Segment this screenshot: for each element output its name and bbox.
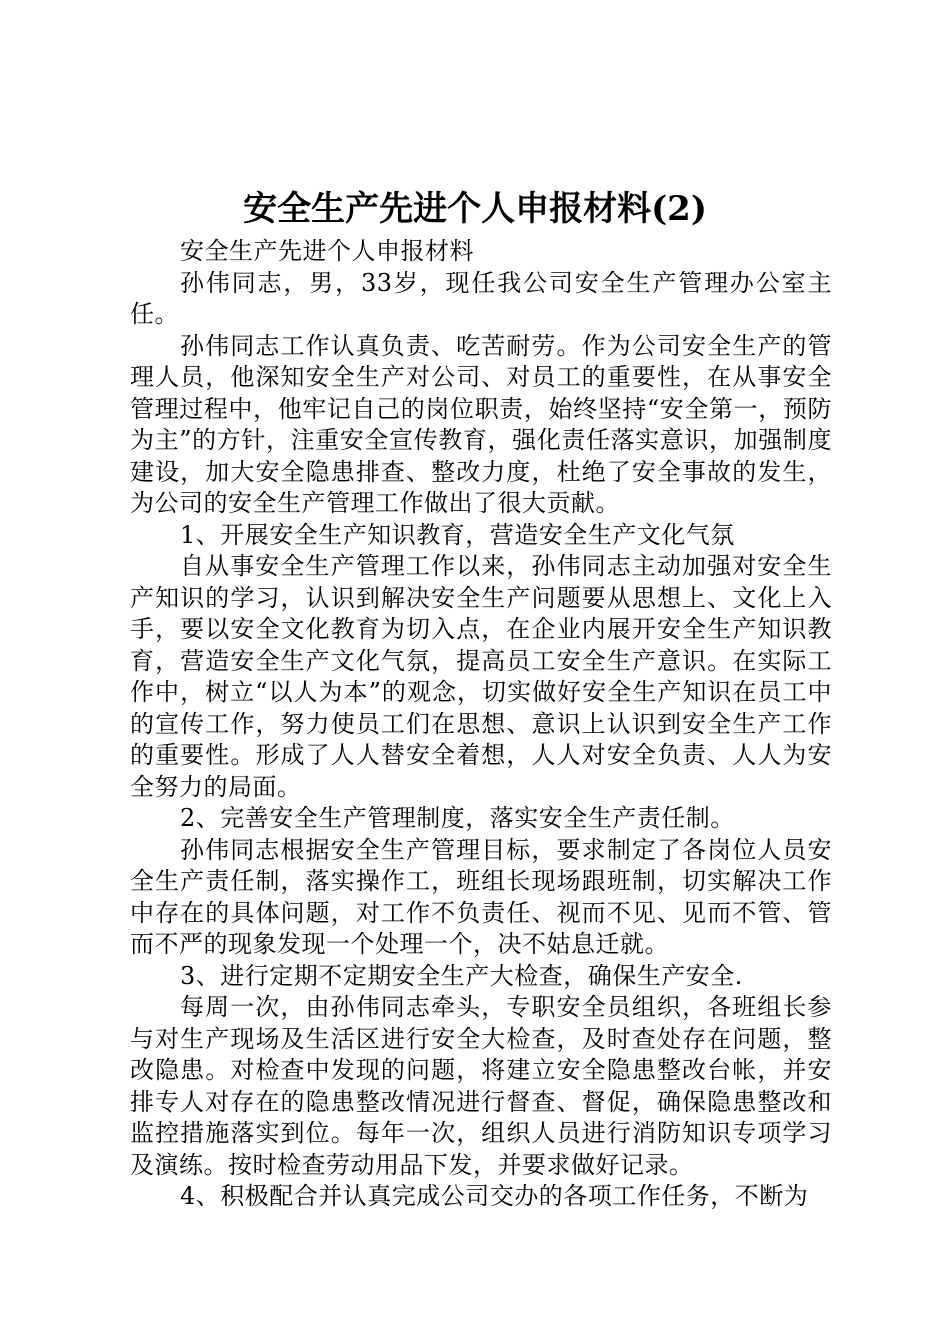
section-body-1: 自从事安全生产管理工作以来，孙伟同志主动加强对安全生产知识的学习，认识到解决安全生产问题要从思想上、文化上入手，要以安全文化教育为切入点，在企业内展开安全生产知识教育，营造安全生产文化气氛，提高员工安全生产意识。在实际工作中，树立“以人为本”的观念，切实做好安全生产知识在员工中的宣传工作，努力使员工们在思想、意识上认识到安全生产工作的重要性。形成了人人替安全着想，人人对安全负责、人人为安全努力的局面。: [130, 552, 832, 801]
section-heading-1: 1、开展安全生产知识教育，营造安全生产文化气氛: [180, 520, 735, 549]
paragraph-subtitle: 安全生产先进个人申报材料: [180, 237, 474, 265]
section-body-2: 孙伟同志根据安全生产管理目标，要求制定了各岗位人员安全生产责任制，落实操作工，班组长现场跟班制，切实解决工作中存在的具体问题，对工作不负责任、视而不见、见而不管、管而不严的现象发现一个处理一个，决不姑息迁就。: [130, 835, 832, 958]
document-title: 安全生产先进个人申报材料(2): [243, 189, 707, 229]
paragraph-summary: 孙伟同志工作认真负责、吃苦耐劳。作为公司安全生产的管理人员，他深知安全生产对公司、对员工的重要性，在从事安全管理过程中，他牢记自己的岗位职责，始终坚持“安全第一，预防为主”的方针，注重安全宣传教育，强化责任落实意识，加强制度建设，加大安全隐患排查、整改力度，杜绝了安全事故的发生，为公司的安全生产管理工作做出了很大贡献。: [130, 331, 832, 517]
section-body-3: 每周一次，由孙伟同志牵头，专职安全员组织，各班组长参与对生产现场及生活区进行安全大检查，及时查处存在问题，整改隐患。对检查中发现的问题，将建立安全隐患整改台帐，并安排专人对存在的隐患整改情况进行督查、督促，确保隐患整改和监控措施落实到位。每年一次，组织人员进行消防知识专项学习及演练。按时检查劳动用品下发，并要求做好记录。: [130, 993, 832, 1179]
section-heading-3: 3、进行定期不定期安全生产大检查，确保生产安全.: [180, 961, 743, 990]
paragraph-intro: 孙伟同志，男，33岁，现任我公司安全生产管理办公室主任。: [130, 268, 832, 328]
section-heading-2: 2、完善安全生产管理制度，落实安全生产责任制。: [180, 804, 735, 832]
document-body: [130, 236, 832, 1213]
section-heading-4: 4、积极配合并认真完成公司交办的各项工作任务，不断为: [180, 1182, 809, 1210]
